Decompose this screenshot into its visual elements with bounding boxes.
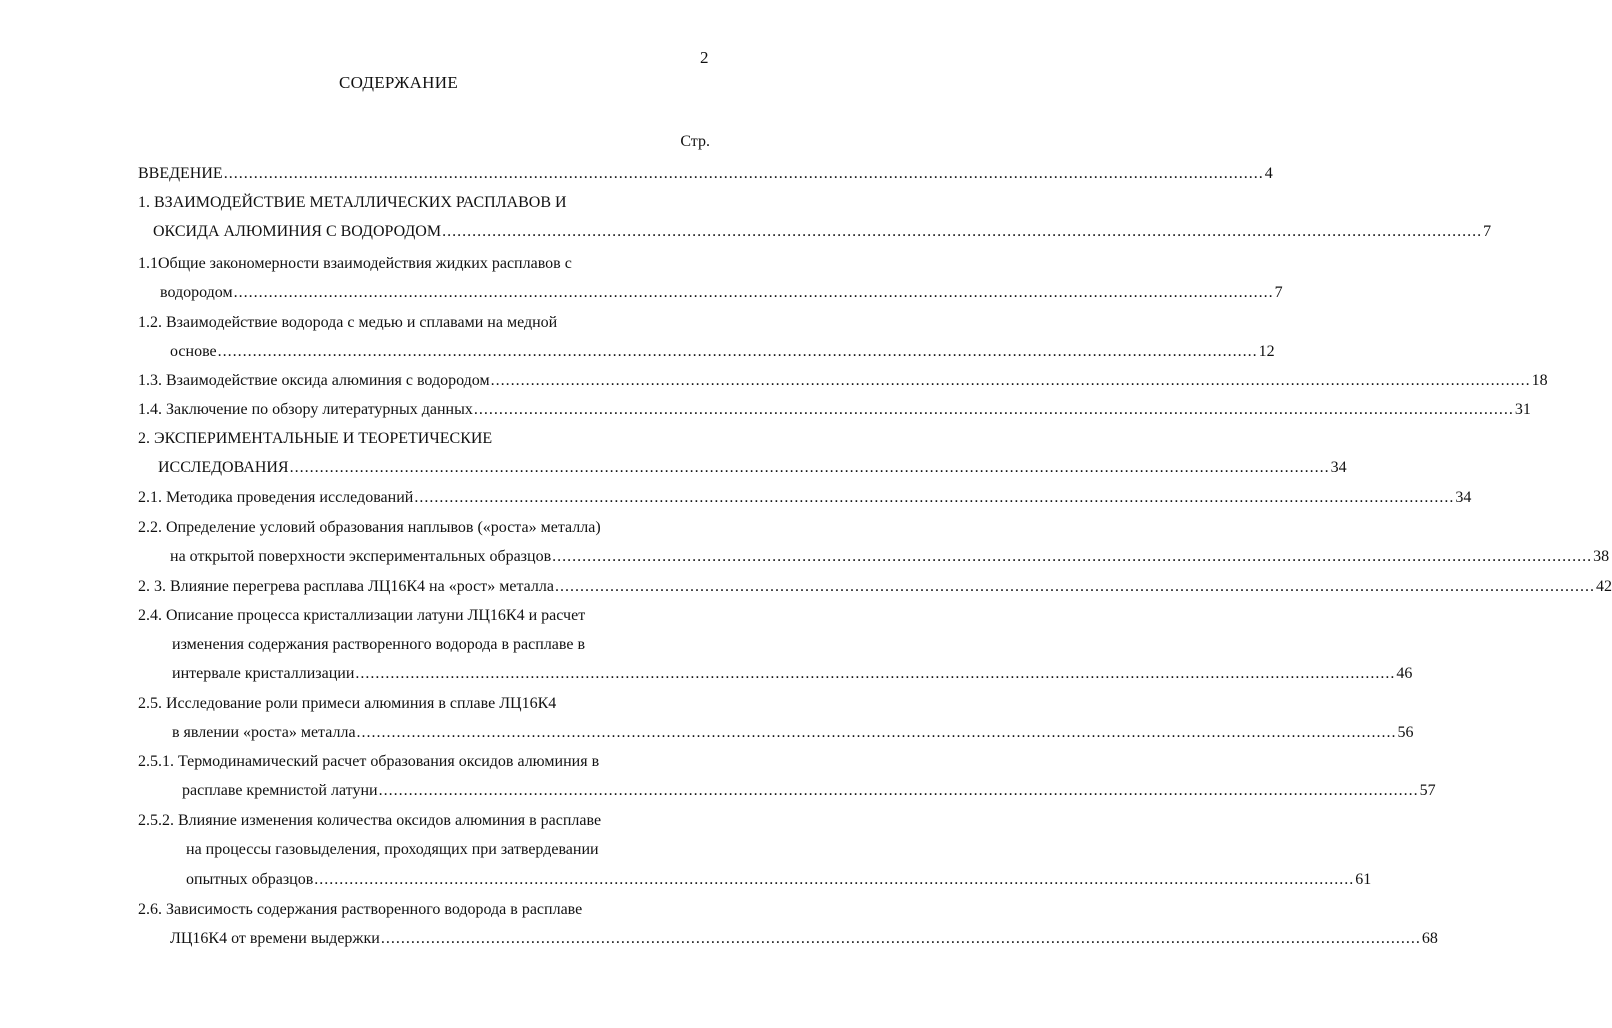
- toc-line: [160, 283, 1283, 303]
- toc-entry-text: 1. ВЗАИМОДЕЙСТВИЕ МЕТАЛЛИЧЕСКИХ РАСПЛАВОВ И: [138, 194, 567, 211]
- toc-entry-text: ОКСИДА АЛЮМИНИЯ С ВОДОРОДОМ: [153, 223, 442, 240]
- dot-leader: ................................................................................................................................................................................................................: [473, 401, 1514, 418]
- toc-entry-text: 1.4. Заключение по обзору литературных данных: [138, 401, 473, 418]
- toc-line: [158, 458, 1347, 478]
- toc-page-number: 7: [1274, 284, 1283, 301]
- toc-line: [138, 488, 1472, 508]
- toc-line: [182, 781, 1436, 801]
- toc-entry-text: 2.5.1. Термодинамический расчет образования оксидов алюминия в: [138, 753, 600, 770]
- toc-entry-text: ЛЦ16К4 от времени выдержки: [170, 930, 380, 947]
- toc-line: [186, 840, 599, 860]
- toc-line: [172, 723, 1414, 743]
- toc-page-number: 12: [1258, 343, 1275, 360]
- toc-entry-text: 2.4. Описание процесса кристаллизации латуни ЛЦ16К4 и расчет: [138, 607, 586, 624]
- toc-line: [170, 929, 1438, 949]
- toc-entry-text: водородом: [160, 284, 233, 301]
- toc-line: [138, 518, 601, 538]
- toc-entry-text: в явлении «роста» металла: [172, 724, 356, 741]
- toc-entry-text: расплаве кремнистой латуни: [182, 782, 378, 799]
- toc-page-number: 56: [1397, 724, 1414, 741]
- toc-entry-text: ИССЛЕДОВАНИЯ: [158, 459, 289, 476]
- toc-line: [138, 254, 572, 274]
- toc-line: [138, 429, 492, 449]
- toc-line: [138, 400, 1531, 420]
- toc-line: [170, 342, 1275, 362]
- toc-line: [138, 313, 557, 333]
- toc-page-number: 61: [1355, 871, 1372, 888]
- toc-entry-text: 2.5. Исследование роли примеси алюминия в сплаве ЛЦ16К4: [138, 695, 557, 712]
- toc-line: [138, 811, 601, 831]
- dot-leader: ................................................................................................................................................................................................................: [490, 372, 1531, 389]
- toc-line: [170, 547, 1610, 567]
- toc-page-number: 38: [1593, 548, 1610, 565]
- dot-leader: ................................................................................................................................................................................................................: [380, 930, 1421, 947]
- dot-leader: ................................................................................................................................................................................................................: [289, 459, 1330, 476]
- toc-line: [138, 606, 585, 626]
- dot-leader: ................................................................................................................................................................................................................: [552, 548, 1593, 565]
- toc-entry-text: 2.6. Зависимость содержания растворенного водорода в расплаве: [138, 901, 583, 918]
- toc-page-number: 31: [1514, 401, 1531, 418]
- toc-line: [138, 371, 1548, 391]
- toc-entry-text: 2.2. Определение условий образования наплывов («роста» металла): [138, 519, 601, 536]
- dot-leader: ................................................................................................................................................................................................................: [356, 724, 1397, 741]
- page-number: 2: [700, 48, 709, 67]
- toc-page-number: 57: [1419, 782, 1436, 799]
- toc-page-number: 4: [1264, 165, 1273, 182]
- toc-entry-text: на процессы газовыделения, проходящих при затвердевании: [186, 841, 599, 858]
- dot-leader: ................................................................................................................................................................................................................: [355, 665, 1396, 682]
- page-title: СОДЕРЖАНИЕ: [338, 73, 459, 92]
- toc-line: [153, 222, 1492, 242]
- toc-page-number: 42: [1595, 578, 1612, 595]
- toc-line: [172, 635, 585, 655]
- dot-leader: ................................................................................................................................................................................................................: [233, 284, 1274, 301]
- toc-entry-text: опытных образцов: [186, 871, 314, 888]
- toc-line: [138, 164, 1273, 184]
- toc-line: [138, 577, 1612, 597]
- toc-line: [138, 694, 556, 714]
- toc-page-number: 34: [1455, 489, 1472, 506]
- toc-entry-text: интервале кристаллизации: [172, 665, 355, 682]
- page-column-label: Стр.: [680, 133, 710, 150]
- toc-entry-text: ВВЕДЕНИЕ: [138, 165, 223, 182]
- toc-page-number: 46: [1396, 665, 1413, 682]
- dot-leader: ................................................................................................................................................................................................................: [414, 489, 1455, 506]
- toc-line: [138, 193, 567, 213]
- toc-entry-text: изменения содержания растворенного водорода в расплаве в: [172, 636, 586, 653]
- toc-entry-text: 1.2. Взаимодействие водорода с медью и сплавами на медной: [138, 314, 558, 331]
- dot-leader: ................................................................................................................................................................................................................: [442, 223, 1483, 240]
- toc-page-number: 34: [1330, 459, 1347, 476]
- toc-line: [186, 870, 1372, 890]
- toc-entry-text: 1.3. Взаимодействие оксида алюминия с водородом: [138, 372, 490, 389]
- toc-page-number: 68: [1421, 930, 1438, 947]
- toc-page-number: 18: [1531, 372, 1548, 389]
- toc-line: [172, 664, 1413, 684]
- dot-leader: ................................................................................................................................................................................................................: [223, 165, 1264, 182]
- toc-entry-text: на открытой поверхности экспериментальных образцов: [170, 548, 552, 565]
- toc-entry-text: 2.1. Методика проведения исследований: [138, 489, 414, 506]
- toc-entry-text: 2. ЭКСПЕРИМЕНТАЛЬНЫЕ И ТЕОРЕТИЧЕСКИЕ: [138, 430, 493, 447]
- toc-line: [138, 752, 599, 772]
- dot-leader: ................................................................................................................................................................................................................: [217, 343, 1258, 360]
- dot-leader: ................................................................................................................................................................................................................: [378, 782, 1419, 799]
- dot-leader: ................................................................................................................................................................................................................: [554, 578, 1595, 595]
- dot-leader: ................................................................................................................................................................................................................: [314, 871, 1355, 888]
- toc-entry-text: 1.1Общие закономерности взаимодействия жидких расплавов с: [138, 255, 572, 272]
- toc-entry-text: 2. 3. Влияние перегрева расплава ЛЦ16К4 на «рост» металла: [138, 578, 554, 595]
- toc-entry-text: основе: [170, 343, 217, 360]
- toc-page-number: 7: [1483, 223, 1492, 240]
- toc-line: [138, 900, 582, 920]
- toc-entry-text: 2.5.2. Влияние изменения количества оксидов алюминия в расплаве: [138, 812, 602, 829]
